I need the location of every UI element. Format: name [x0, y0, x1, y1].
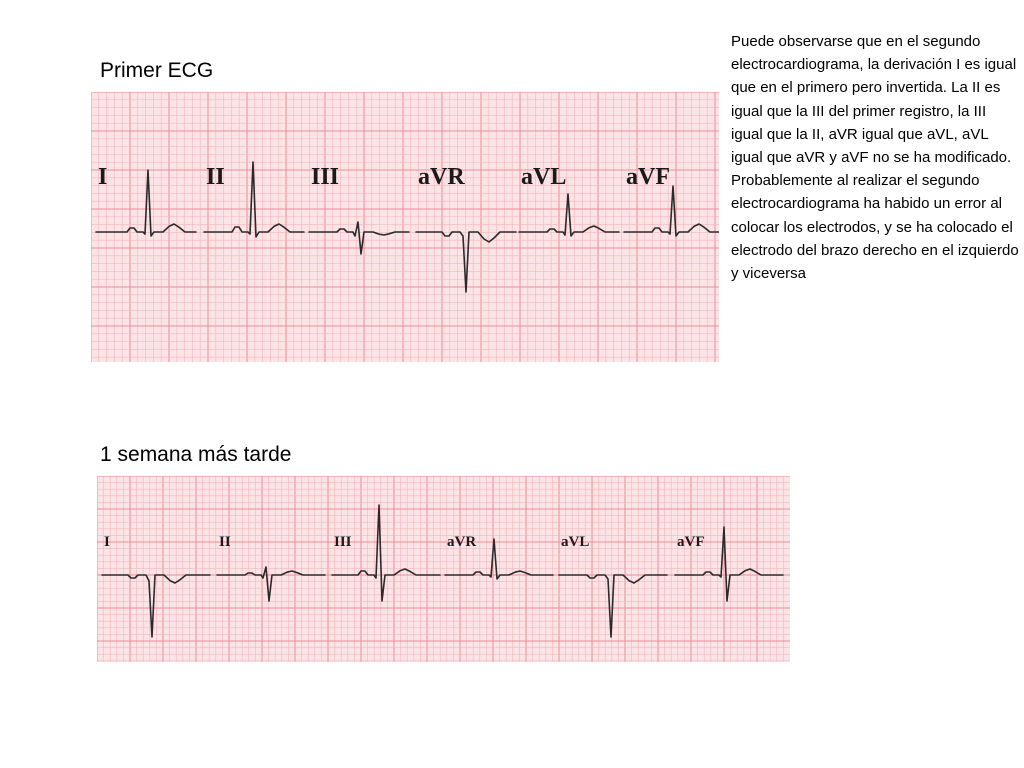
lead-label-i: I	[104, 534, 110, 550]
explanation-note	[731, 30, 1021, 285]
ecg-grid	[91, 92, 719, 362]
lead-label-i: I	[98, 164, 108, 190]
ecg-grid	[97, 476, 790, 662]
lead-label-avf: aVF	[677, 534, 705, 550]
lead-label-avr: aVR	[418, 164, 465, 190]
first-ecg-title: Primer ECG	[100, 59, 214, 82]
lead-label-avr: aVR	[447, 534, 477, 550]
lead-label-avl: aVL	[521, 164, 567, 190]
second-ecg-strip	[97, 476, 790, 662]
note-paragraph-2: Probablemente al realizar el segundo electrocardiograma ha habido un error al colocar los electrodos, y se ha colocado el electrodo del brazo derecho en el izquierdo y viceversa	[731, 172, 1019, 283]
lead-label-avl: aVL	[561, 534, 590, 550]
second-ecg-title: 1 semana más tarde	[100, 443, 292, 466]
lead-label-iii: III	[334, 534, 352, 550]
lead-label-ii: II	[206, 164, 225, 190]
lead-label-iii: III	[311, 164, 340, 190]
lead-label-avf: aVF	[626, 164, 670, 190]
first-ecg-strip	[91, 92, 719, 362]
note-paragraph-1: Puede observarse que en el segundo electrocardiograma, la derivación I es igual que en el primero pero invertida. La II es igual que la III del primer registro, la III igual que la II, aVR igual que aVL, aVL igual que aVR y aVF no se ha modificado.	[731, 33, 1017, 167]
lead-label-ii: II	[219, 534, 231, 550]
